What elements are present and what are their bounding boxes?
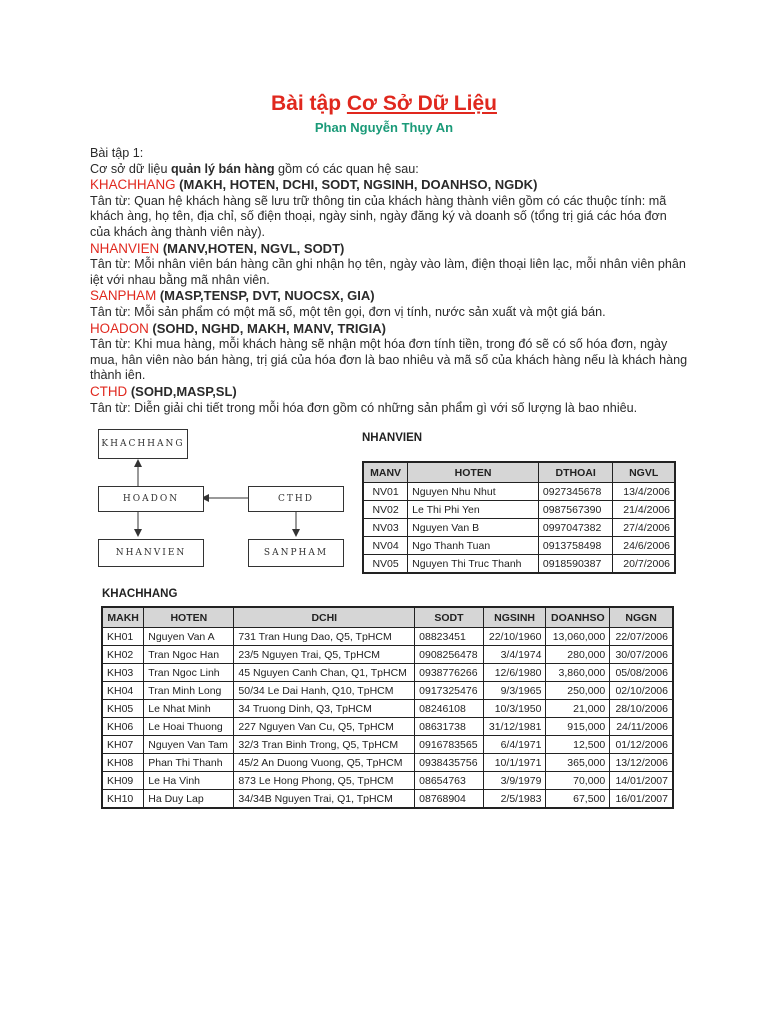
cell: NV01 xyxy=(363,483,408,501)
cell: 0927345678 xyxy=(538,483,612,501)
nhanvien-table-title: NHANVIEN xyxy=(362,432,423,444)
relation-heading xyxy=(90,241,690,258)
cell: KH06 xyxy=(102,718,144,736)
cell: 20/7/2006 xyxy=(613,555,675,574)
cell: 2/5/1983 xyxy=(483,790,546,809)
cell: Tran Minh Long xyxy=(144,682,234,700)
cell: KH09 xyxy=(102,772,144,790)
cell: 12,500 xyxy=(546,736,610,754)
khachhang-table-title: KHACHHANG xyxy=(102,588,178,600)
cell: 12/6/1980 xyxy=(483,664,546,682)
table-row xyxy=(102,736,673,754)
relation-attrs: (SOHD, NGHD, MAKH, MANV, TRIGIA) xyxy=(148,320,386,336)
cell: NV03 xyxy=(363,519,408,537)
cell: 0987567390 xyxy=(538,501,612,519)
cell: 13,060,000 xyxy=(546,628,610,646)
cell: 3,860,000 xyxy=(546,664,610,682)
relation-name: KHACHHANG xyxy=(90,177,176,193)
cell: 32/3 Tran Binh Trong, Q5, TpHCM xyxy=(234,736,415,754)
cell: 3/4/1974 xyxy=(483,646,546,664)
cell: Nguyen Thi Truc Thanh xyxy=(408,555,539,574)
cell: 0938776266 xyxy=(415,664,484,682)
column-header: DCHI xyxy=(234,607,415,628)
cell: 0916783565 xyxy=(415,736,484,754)
exercise-label: Bài tập 1: xyxy=(90,146,144,160)
cell: 13/12/2006 xyxy=(610,754,673,772)
relation-desc: Tân từ: Quan hệ khách hàng sẽ lưu trữ thông tin của khách hàng thành viên gồm có các thuộc tính: mã khách àng, họ tên, địa chỉ, số điện thoại, ngày sinh, ngày đăng ký và doanh số (tổng trị giá các hóa đơn của khách àng thành viên này). xyxy=(90,193,667,239)
table-row xyxy=(102,628,673,646)
title-subject: Cơ Sở Dữ Liệu xyxy=(346,92,497,115)
cell: KH08 xyxy=(102,754,144,772)
cell: 21/4/2006 xyxy=(613,501,675,519)
table-row xyxy=(102,790,673,809)
cell: NV04 xyxy=(363,537,408,555)
intro-text-end: gồm có các quan hệ sau: xyxy=(274,161,419,176)
relation-desc: Tân từ: Khi mua hàng, mỗi khách hàng sẽ nhận một hóa đơn tính tiền, trong đó sẽ có số hóa đơn, ngày mua, hân viên nào bán hàng, trị giá của hóa đơn là bao nhiêu và mã số của khách hàng nếu là khách hàng thành iên. xyxy=(90,337,688,383)
cell: 6/4/1971 xyxy=(483,736,546,754)
intro-emphasis: quản lý bán hàng xyxy=(170,161,275,176)
entity-nhanvien: NHANVIEN xyxy=(98,539,204,567)
cell: Phan Thi Thanh xyxy=(144,754,234,772)
table-row xyxy=(102,718,673,736)
cell: 13/4/2006 xyxy=(613,483,675,501)
table-row xyxy=(102,664,673,682)
relation-desc: Tân từ: Mỗi nhân viên bán hàng cần ghi nhận họ tên, ngày vào làm, điện thoại liên lạc, mỗi nhân viên phân iệt với nhau bằng mã nhân viên. xyxy=(90,257,686,287)
column-header: MAKH xyxy=(102,607,144,628)
cell: 9/3/1965 xyxy=(483,682,546,700)
cell: KH01 xyxy=(102,628,144,646)
cell: KH10 xyxy=(102,790,144,809)
cell: Ngo Thanh Tuan xyxy=(408,537,539,555)
cell: KH02 xyxy=(102,646,144,664)
cell: 27/4/2006 xyxy=(613,519,675,537)
cell: 0917325476 xyxy=(415,682,484,700)
cell: Nguyen Nhu Nhut xyxy=(408,483,539,501)
relation-heading xyxy=(90,288,690,305)
table-row xyxy=(363,555,675,574)
entity-hoadon: HOADON xyxy=(98,486,204,512)
khachhang-table-body xyxy=(102,628,673,809)
cell: 28/10/2006 xyxy=(610,700,673,718)
cell: 873 Le Hong Phong, Q5, TpHCM xyxy=(234,772,415,790)
cell: 0997047382 xyxy=(538,519,612,537)
cell: Tran Ngoc Han xyxy=(144,646,234,664)
cell: 23/5 Nguyen Trai, Q5, TpHCM xyxy=(234,646,415,664)
cell: 21,000 xyxy=(546,700,610,718)
cell: Le Thi Phi Yen xyxy=(408,501,539,519)
relation-attrs: (SOHD,MASP,SL) xyxy=(127,383,237,399)
cell: KH04 xyxy=(102,682,144,700)
title-prefix: Bài tập xyxy=(271,92,347,115)
relation-desc: Tân từ: Mỗi sản phẩm có một mã số, một tên gọi, đơn vị tính, nước sản xuất và một giá bán. xyxy=(90,304,606,319)
relation-heading xyxy=(90,384,690,401)
cell: 45 Nguyen Canh Chan, Q1, TpHCM xyxy=(234,664,415,682)
cell: 30/07/2006 xyxy=(610,646,673,664)
cell: 0938435756 xyxy=(415,754,484,772)
cell: Le Hoai Thuong xyxy=(144,718,234,736)
cell: KH07 xyxy=(102,736,144,754)
entity-cthd: CTHD xyxy=(248,486,344,512)
cell: 280,000 xyxy=(546,646,610,664)
cell: 34/34B Nguyen Trai, Q1, TpHCM xyxy=(234,790,415,809)
intro-line xyxy=(90,162,690,178)
cell: 22/07/2006 xyxy=(610,628,673,646)
relation-name: SANPHAM xyxy=(90,288,157,304)
column-header: HOTEN xyxy=(408,462,539,483)
table-row xyxy=(102,682,673,700)
relation-desc: Tân từ: Diễn giải chi tiết trong mỗi hóa đơn gồm có những sản phẩm gì với số lượng là bao nhiêu. xyxy=(90,400,638,415)
table-row xyxy=(363,483,675,501)
cell: NV05 xyxy=(363,555,408,574)
cell: 227 Nguyen Van Cu, Q5, TpHCM xyxy=(234,718,415,736)
cell: 08246108 xyxy=(415,700,484,718)
table-row xyxy=(363,537,675,555)
cell: 08768904 xyxy=(415,790,484,809)
cell: 250,000 xyxy=(546,682,610,700)
relation-name: CTHD xyxy=(90,383,128,399)
cell: 70,000 xyxy=(546,772,610,790)
cell: 34 Truong Dinh, Q3, TpHCM xyxy=(234,700,415,718)
relation-name: HOADON xyxy=(90,320,149,336)
column-header: SODT xyxy=(415,607,484,628)
cell: NV02 xyxy=(363,501,408,519)
cell: Nguyen Van B xyxy=(408,519,539,537)
cell: 365,000 xyxy=(546,754,610,772)
cell: Nguyen Van Tam xyxy=(144,736,234,754)
cell: 02/10/2006 xyxy=(610,682,673,700)
cell: 0908256478 xyxy=(415,646,484,664)
cell: 3/9/1979 xyxy=(483,772,546,790)
table-row xyxy=(102,772,673,790)
intro-text: Cơ sở dữ liệu xyxy=(90,161,171,176)
cell: 0913758498 xyxy=(538,537,612,555)
column-header: DOANHSO xyxy=(546,607,610,628)
column-header: NGSINH xyxy=(483,607,546,628)
column-header: DTHOAI xyxy=(538,462,612,483)
cell: 05/08/2006 xyxy=(610,664,673,682)
column-header: MANV xyxy=(363,462,408,483)
relation-name: NHANVIEN xyxy=(90,240,160,256)
column-header: HOTEN xyxy=(144,607,234,628)
cell: KH03 xyxy=(102,664,144,682)
table-header-row xyxy=(102,607,673,628)
cell: 16/01/2007 xyxy=(610,790,673,809)
cell: 10/1/1971 xyxy=(483,754,546,772)
relationship-diagram xyxy=(90,424,350,574)
cell: 08823451 xyxy=(415,628,484,646)
cell: 915,000 xyxy=(546,718,610,736)
exercise-description xyxy=(90,146,690,416)
relation-heading xyxy=(90,177,690,194)
cell: 24/6/2006 xyxy=(613,537,675,555)
table-header-row xyxy=(363,462,675,483)
table-row xyxy=(363,519,675,537)
relation-attrs: (MASP,TENSP, DVT, NUOCSX, GIA) xyxy=(156,288,375,304)
khachhang-table xyxy=(101,606,674,809)
cell: KH05 xyxy=(102,700,144,718)
column-header: NGVL xyxy=(613,462,675,483)
cell: 67,500 xyxy=(546,790,610,809)
cell: 31/12/1981 xyxy=(483,718,546,736)
cell: 22/10/1960 xyxy=(483,628,546,646)
table-row xyxy=(102,700,673,718)
cell: Ha Duy Lap xyxy=(144,790,234,809)
cell: Le Nhat Minh xyxy=(144,700,234,718)
relation-attrs: (MAKH, HOTEN, DCHI, SODT, NGSINH, DOANHSO, NGDK) xyxy=(175,177,538,193)
entity-sanpham: SANPHAM xyxy=(248,539,344,567)
relation-heading xyxy=(90,321,690,338)
cell: 0918590387 xyxy=(538,555,612,574)
author-name: Phan Nguyễn Thụy An xyxy=(314,120,454,135)
table-row xyxy=(102,646,673,664)
cell: 50/34 Le Dai Hanh, Q10, TpHCM xyxy=(234,682,415,700)
cell: Tran Ngoc Linh xyxy=(144,664,234,682)
cell: 08654763 xyxy=(415,772,484,790)
cell: 08631738 xyxy=(415,718,484,736)
cell: 01/12/2006 xyxy=(610,736,673,754)
relation-attrs: (MANV,HOTEN, NGVL, SODT) xyxy=(159,240,345,256)
cell: 24/11/2006 xyxy=(610,718,673,736)
table-row xyxy=(363,501,675,519)
nhanvien-table xyxy=(362,461,676,574)
page-title xyxy=(0,92,768,116)
cell: 10/3/1950 xyxy=(483,700,546,718)
entity-khachhang: KHACHHANG xyxy=(98,429,188,459)
table-row xyxy=(102,754,673,772)
cell: Le Ha Vinh xyxy=(144,772,234,790)
cell: 731 Tran Hung Dao, Q5, TpHCM xyxy=(234,628,415,646)
cell: 14/01/2007 xyxy=(610,772,673,790)
cell: Nguyen Van A xyxy=(144,628,234,646)
column-header: NGGN xyxy=(610,607,673,628)
cell: 45/2 An Duong Vuong, Q5, TpHCM xyxy=(234,754,415,772)
